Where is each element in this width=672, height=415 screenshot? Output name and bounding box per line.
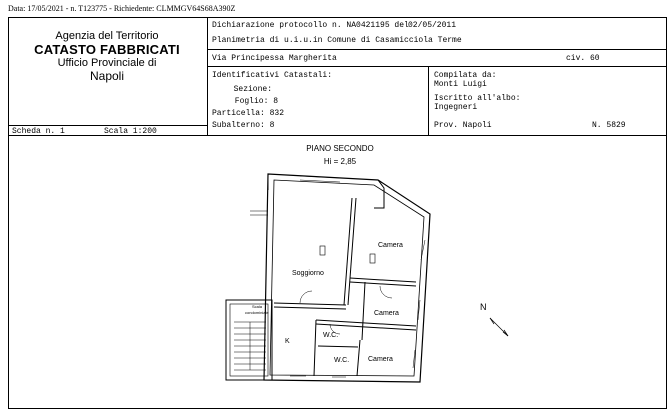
room-camera-3: Camera xyxy=(368,356,393,363)
north-label: N xyxy=(480,302,487,312)
dichiarazione-date: 02/05/2011 xyxy=(408,21,457,30)
ufficio-city: Napoli xyxy=(89,69,125,83)
room-k: K xyxy=(285,338,290,345)
piano-title: PIANO SECONDO xyxy=(306,144,374,153)
scala-text: Scala 1:200 xyxy=(104,127,157,136)
civico-text: civ. 60 xyxy=(566,54,600,63)
agency-name: Agenzia del Territorio xyxy=(55,30,159,42)
request-info-line: Data: 17/05/2021 - n. T123775 - Richiedente: CLMMGV64S68A390Z xyxy=(8,4,236,13)
room-camera-2: Camera xyxy=(374,310,399,317)
numero-text: N. 5829 xyxy=(592,121,626,130)
height-label: Hi = 2,85 xyxy=(323,157,357,166)
subalterno-text: Subalterno: 8 xyxy=(212,121,275,130)
compilata-name: Monti Luigi xyxy=(434,80,487,89)
room-wc-2: W.C. xyxy=(334,357,350,364)
compilata-label: Compilata da: xyxy=(434,71,497,80)
identificativi-title: Identificativi Catastali: xyxy=(212,71,333,80)
scheda-text: Scheda n. 1 xyxy=(12,127,65,136)
iscritto-label: Iscritto all'albo: xyxy=(434,94,521,103)
ufficio-label: Ufficio Provinciale di xyxy=(57,57,157,69)
particella-text: Particella: 832 xyxy=(212,109,285,118)
sezione-label: Sezione: xyxy=(233,85,272,94)
room-soggiorno: Soggiorno xyxy=(292,270,324,277)
prov-text: Prov. Napoli xyxy=(434,121,492,130)
planimetria-text: Planimetria di u.i.u.in Comune di Casamicciola Terme xyxy=(212,36,462,45)
catasto-title: CATASTO FABBRICATI xyxy=(34,42,180,57)
foglio-text: Foglio: 8 xyxy=(234,97,278,106)
room-camera-1: Camera xyxy=(378,242,403,249)
dichiarazione-text: Dichiarazione protocollo n. NA0421195 del xyxy=(212,21,409,30)
room-scala: Scala xyxy=(252,304,263,309)
albo-value: Ingegneri xyxy=(434,103,478,112)
room-scala-condominiale: condominiale xyxy=(245,310,269,315)
via-text: Via Principessa Margherita xyxy=(212,54,337,63)
room-wc-1: W.C. xyxy=(323,332,339,339)
